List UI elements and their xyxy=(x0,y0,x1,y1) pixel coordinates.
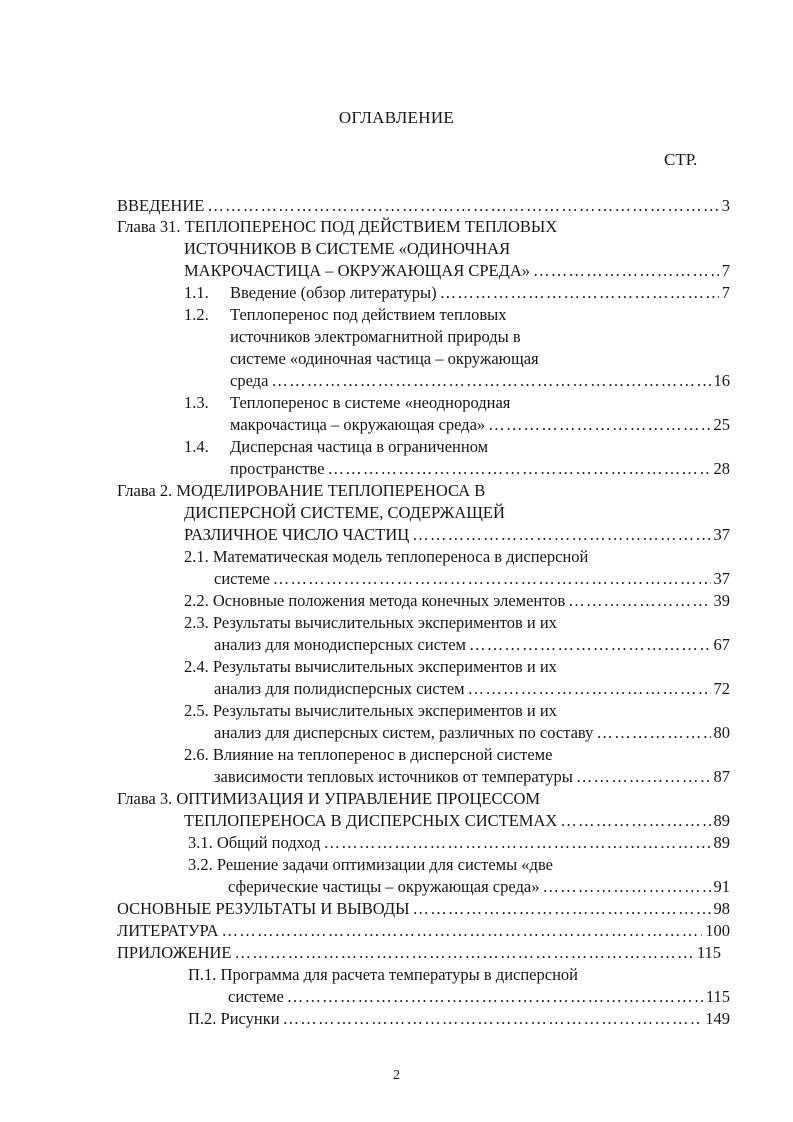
toc-entry-text: ЛИТЕРАТУРА xyxy=(117,921,219,940)
section-1-1-number: 1.1. xyxy=(184,283,209,302)
section-1-1 xyxy=(230,282,730,304)
toc-page-number: 37 xyxy=(713,569,730,588)
section-2-6-line-2 xyxy=(214,766,730,788)
appendix-p2 xyxy=(188,1008,730,1030)
toc-page-number: 67 xyxy=(713,635,730,654)
section-1-4-number: 1.4. xyxy=(184,437,209,456)
toc-page-number: 3 xyxy=(721,196,730,215)
section-3-2-line-2 xyxy=(228,876,730,898)
dot-leader xyxy=(533,260,719,282)
toc-entry-appendix xyxy=(117,942,721,964)
dot-leader xyxy=(576,766,711,788)
toc-entry-text: анализ для дисперсных систем, различных по составу xyxy=(214,723,594,742)
toc-entry-text: МАКРОЧАСТИЦА – ОКРУЖАЮЩАЯ СРЕДА» xyxy=(184,261,531,280)
section-1-3-number: 1.3. xyxy=(184,393,209,412)
toc-entry-literature xyxy=(117,920,730,942)
section-1-3-line-2 xyxy=(230,414,730,436)
toc-page-number: 98 xyxy=(713,899,730,918)
chapter-3-heading-line-2 xyxy=(184,810,730,832)
toc-page-number: 28 xyxy=(713,459,730,478)
section-2-1-line-1: 2.1. Математическая модель теплопереноса в дисперсной xyxy=(184,547,589,566)
dot-leader xyxy=(488,414,710,436)
toc-entry-text: ПРИЛОЖЕНИЕ xyxy=(117,943,232,962)
toc-entry-text: П.2. Рисунки xyxy=(188,1009,280,1028)
toc-entry-text: зависимости тепловых источников от температуры xyxy=(214,767,573,786)
dot-leader xyxy=(440,282,719,304)
toc-page-number: 115 xyxy=(705,987,730,1006)
section-2-5-line-2 xyxy=(214,722,730,744)
section-1-4-line-1: Дисперсная частица в ограниченном xyxy=(230,437,489,456)
dot-leader xyxy=(234,942,693,964)
toc-entry-text: 2.2. Основные положения метода конечных элементов xyxy=(184,591,566,610)
section-2-6-line-1: 2.6. Влияние на теплоперенос в дисперсной системе xyxy=(184,745,553,764)
toc-entry-text: ВВЕДЕНИЕ xyxy=(117,196,205,215)
dot-leader xyxy=(273,568,711,590)
section-2-5-line-1: 2.5. Результаты вычислительных экспериментов и их xyxy=(184,701,557,720)
toc-page-number: 72 xyxy=(713,679,730,698)
toc-page-number: 87 xyxy=(713,767,730,786)
toc-entry-text: РАЗЛИЧНОЕ ЧИСЛО ЧАСТИЦ xyxy=(184,525,410,544)
toc-page-number: 39 xyxy=(713,591,730,610)
toc-page-number: 100 xyxy=(705,921,730,940)
page-column-label: СТР. xyxy=(664,150,698,169)
dot-leader xyxy=(327,458,710,480)
appendix-p1-line-1: П.1. Программа для расчета температуры в дисперсной xyxy=(188,965,578,984)
dot-leader xyxy=(596,722,710,744)
toc-entry-results xyxy=(117,898,730,920)
section-1-2-number: 1.2. xyxy=(184,305,209,324)
dot-leader xyxy=(222,920,703,942)
toc-entry-text: анализ для монодисперсных систем xyxy=(214,635,466,654)
toc-page-number: 89 xyxy=(713,833,730,852)
toc-entry-intro xyxy=(117,195,730,217)
section-1-2-line-4 xyxy=(230,370,730,392)
toc-entry-text: пространстве xyxy=(230,459,325,478)
chapter-2-heading-line-1: Глава 2. МОДЕЛИРОВАНИЕ ТЕПЛОПЕРЕНОСА В xyxy=(117,481,486,500)
dot-leader xyxy=(468,678,711,700)
section-3-2-line-1: 3.2. Решение задачи оптимизации для системы «две xyxy=(188,855,553,874)
toc-page-number: 149 xyxy=(705,1009,730,1028)
toc-entry-text: среда xyxy=(230,371,269,390)
dot-leader xyxy=(287,986,703,1008)
section-3-1 xyxy=(188,832,730,854)
chapter-2-heading-line-3 xyxy=(184,524,730,546)
section-2-4-line-1: 2.4. Результаты вычислительных экспериментов и их xyxy=(184,657,557,676)
section-1-2-line-1: Теплоперенос под действием тепловых xyxy=(230,305,507,324)
section-1-2-line-3: системе «одиночная частица – окружающая xyxy=(230,349,539,368)
dot-leader xyxy=(207,195,718,217)
toc-page-number: 7 xyxy=(721,283,730,302)
dot-leader xyxy=(323,832,710,854)
section-1-3-line-1: Теплоперенос в системе «неоднородная xyxy=(230,393,511,412)
section-2-3-line-2 xyxy=(214,634,730,656)
section-2-4-line-2 xyxy=(214,678,730,700)
chapter-3-heading-line-1: Глава 3. ОПТИМИЗАЦИЯ И УПРАВЛЕНИЕ ПРОЦЕССОМ xyxy=(117,789,541,808)
toc-entry-text: ОСНОВНЫЕ РЕЗУЛЬТАТЫ И ВЫВОДЫ xyxy=(117,899,410,918)
section-2-1-line-2 xyxy=(214,568,730,590)
dot-leader xyxy=(412,524,710,546)
chapter-1-heading-line-2: ИСТОЧНИКОВ В СИСТЕМЕ «ОДИНОЧНАЯ xyxy=(184,239,511,258)
chapter-1-heading-line-3 xyxy=(184,260,730,282)
toc-entry-text: ТЕПЛОПЕРЕНОСА В ДИСПЕРСНЫХ СИСТЕМАХ xyxy=(184,811,558,830)
toc-entry-text: системе xyxy=(214,569,270,588)
dot-leader xyxy=(283,1008,703,1030)
section-1-2-line-2: источников электромагнитной природы в xyxy=(230,327,521,346)
section-1-4-line-2 xyxy=(230,458,730,480)
dot-leader xyxy=(560,810,710,832)
toc-entry-text: макрочастица – окружающая среда» xyxy=(230,415,486,434)
toc-entry-text: системе xyxy=(228,987,284,1006)
toc-page-number: 91 xyxy=(713,877,730,896)
toc-page-number: 115 xyxy=(696,943,721,962)
dot-leader xyxy=(542,876,710,898)
toc-entry-text: анализ для полидисперсных систем xyxy=(214,679,465,698)
toc-page-number: 7 xyxy=(721,261,730,280)
section-2-2 xyxy=(184,590,730,612)
toc-page-number: 80 xyxy=(713,723,730,742)
toc-entry-text: Введение (обзор литературы) xyxy=(230,283,437,302)
dot-leader xyxy=(271,370,710,392)
appendix-p1-line-2 xyxy=(228,986,730,1008)
page-title: ОГЛАВЛЕНИЕ xyxy=(338,108,455,127)
dot-leader xyxy=(469,634,711,656)
toc-entry-text: 3.1. Общий подход xyxy=(188,833,321,852)
dot-leader xyxy=(413,898,711,920)
toc-page-number: 89 xyxy=(713,811,730,830)
toc-page-number: 37 xyxy=(713,525,730,544)
toc-page-number: 16 xyxy=(713,371,730,390)
page-number: 2 xyxy=(393,1068,400,1083)
toc-page-number: 25 xyxy=(713,415,730,434)
section-2-3-line-1: 2.3. Результаты вычислительных экспериментов и их xyxy=(184,613,557,632)
dot-leader xyxy=(568,590,710,612)
toc-entry-text: сферические частицы – окружающая среда» xyxy=(228,877,540,896)
chapter-2-heading-line-2: ДИСПЕРСНОЙ СИСТЕМЕ, СОДЕРЖАЩЕЙ xyxy=(184,503,505,522)
chapter-1-heading-line-1: Глава 31. ТЕПЛОПЕРЕНОС ПОД ДЕЙСТВИЕМ ТЕПЛОВЫХ xyxy=(117,217,558,236)
